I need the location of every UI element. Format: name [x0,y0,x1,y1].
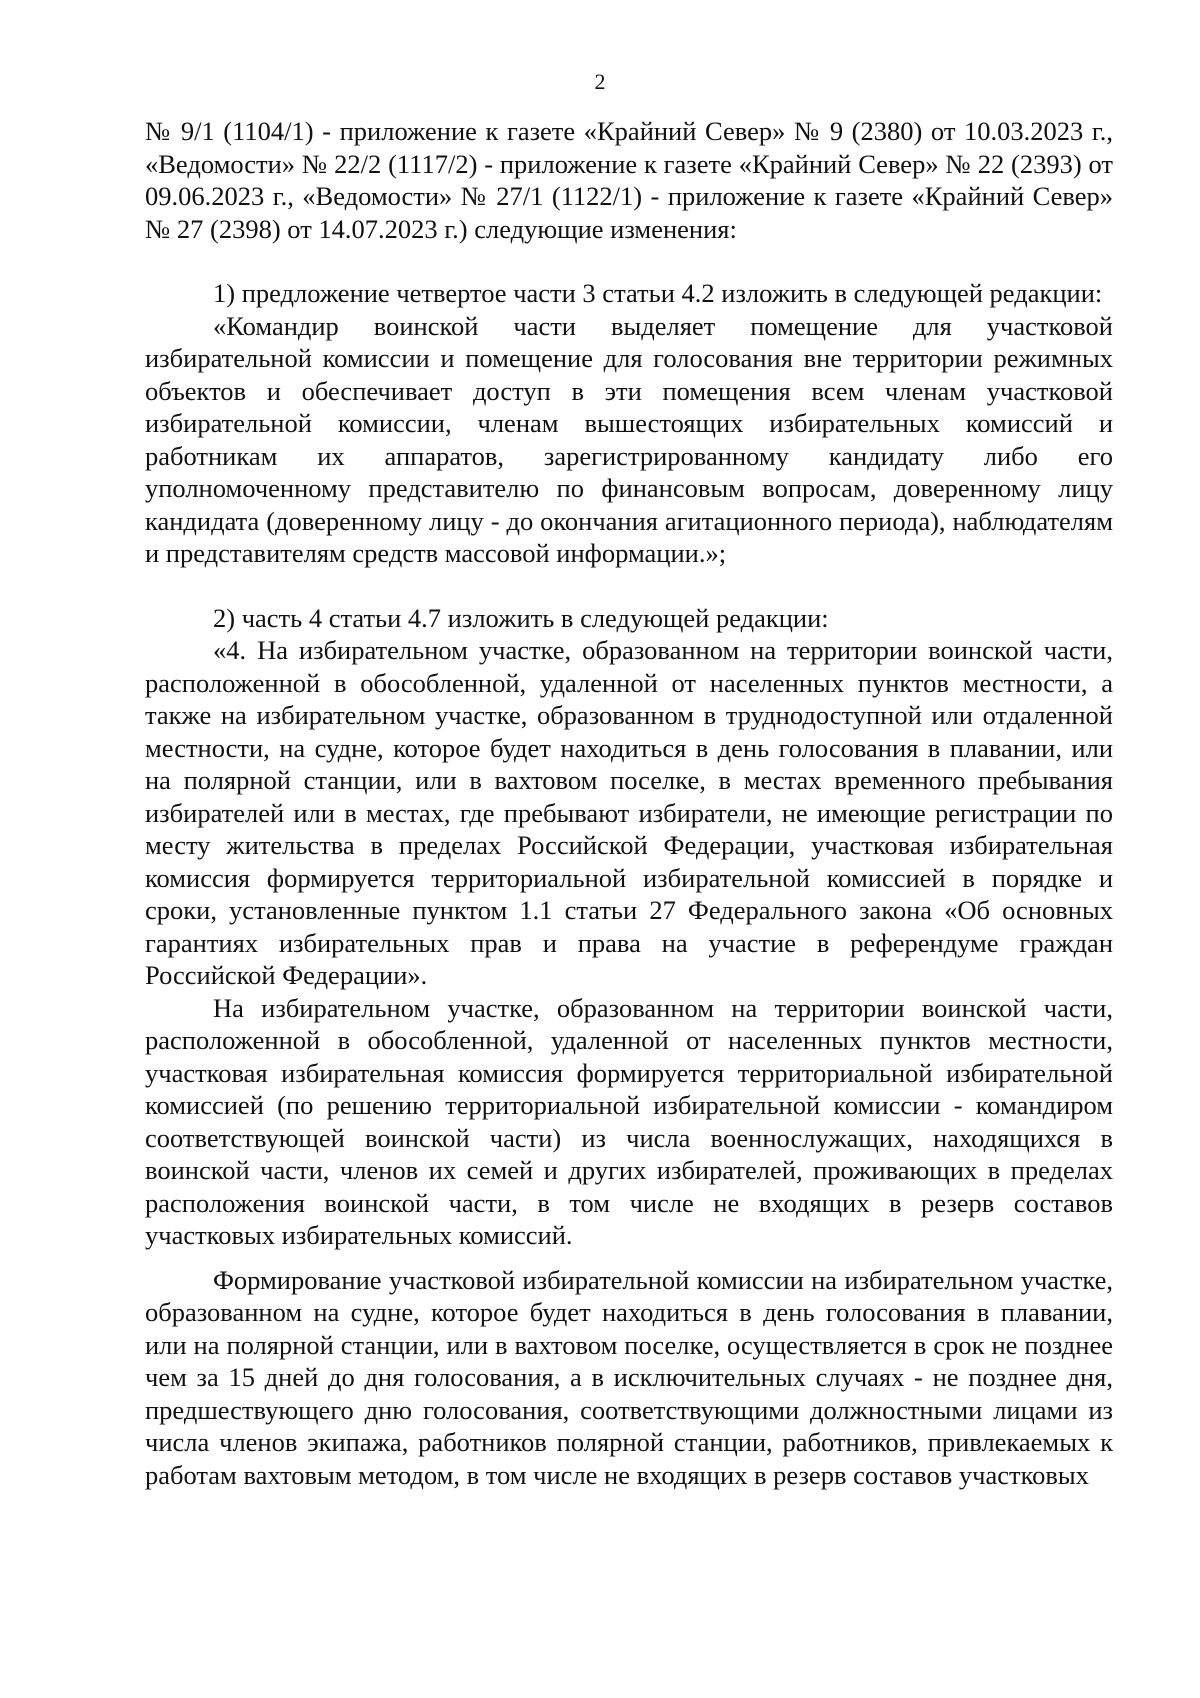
paragraph-item-1: 1) предложение четвертое части 3 статьи 4.2 изложить в следующей редакции: [213,278,1103,308]
paragraph-continuation: № 9/1 (1104/1) - приложение к газете «Крайний Север» № 9 (2380) от 10.03.2023 г., «Ведомости» № 22/2 (1117/2) - приложение к газете «Крайний Север» № 22 (2393) от 09.06.2023 г., «Ведомости» № 27/1 (1122/1) - приложение к газете «Крайний Север» № 27 (2398) от 14.07.2023 г.) следующие изменения: [145,116,1113,244]
paragraph-item-2: 2) часть 4 статьи 4.7 изложить в следующей редакции: [213,602,829,633]
paragraph-military-unit: На избирательном участке, образованном на территории воинской части, расположенной в обособленной, удаленной от населенных пунктов местности, участковая избирательная комиссия формируется территориальной избирательной комиссией (по решению территориальной избирательной комиссии - командиром соответствующей воинской части) из числа военнослужащих, находящихся в воинской части, членов их семей и других избирателей, проживающих в пределах расположения воинской части, в том числе не входящих в резерв составов участковых избирательных комиссий. [145,992,1113,1250]
paragraph-quote-commander: «Командир воинской части выделяет помещение для участковой избирательной комиссии и помещение для голосования вне территории режимных объектов и обеспечивает доступ в эти помещения всем членам участковой избирательной комиссии, членам вышестоящих избирательных комиссий и работникам их аппаратов, зарегистрированному кандидату либо его уполномоченному представителю по финансовым вопросам, доверенному лицу кандидата (доверенному лицу - до окончания агитационного периода), наблюдателям и представителям средств массовой информации.»; [145,310,1113,568]
paragraph-ship-station: Формирование участковой избирательной комиссии на избирательном участке, образованном на судне, которое будет находиться в день голосования в плавании, или на полярной станции, или в вахтовом поселке, осуществляется в срок не позднее чем за 15 дней до дня голосования, а в исключительных случаях - не позднее дня, предшествующего дню голосования, соответствующими должностными лицами из числа членов экипажа, работников полярной станции, работников, привлекаемых к работам вахтовым методом, в том числе не входящих в резерв составов участковых [145,1264,1113,1490]
document-body [145,115,1113,1491]
page-number: 2 [594,69,606,94]
paragraph-quote-part-4: «4. На избирательном участке, образованном на территории воинской части, расположенной в обособленной, удаленной от населенных пунктов местности, а также на избирательном участке, образованном в труднодоступной или отдаленной местности, на судне, которое будет находиться в день голосования в плавании, или на полярной станции, или в вахтовом поселке, в местах временного пребывания избирателей или в местах, где пребывают избиратели, не имеющие регистрации по месту жительства в пределах Российской Федерации, участковая избирательная комиссия формируется территориальной избирательной комиссией в порядке и сроки, установленные пунктом 1.1 статьи 27 Федерального закона «Об основных гарантиях избирательных прав и права на участие в референдуме граждан Российской Федерации». [145,635,1113,990]
